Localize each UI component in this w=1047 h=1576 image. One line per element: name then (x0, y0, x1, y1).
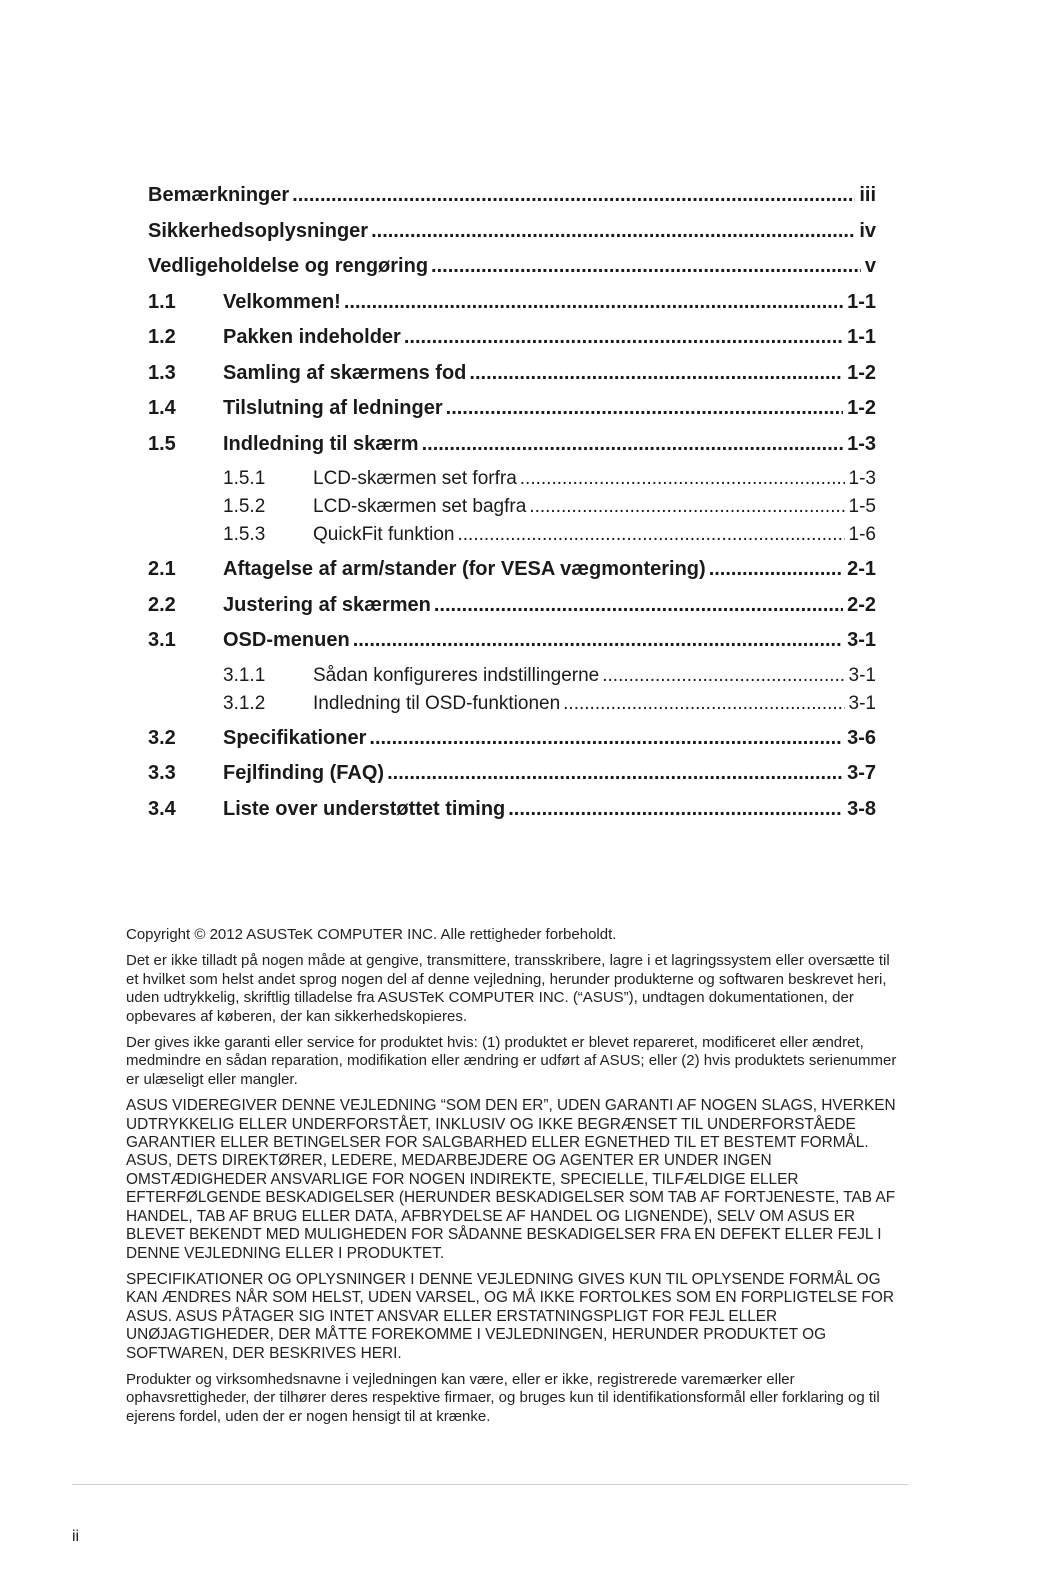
toc-subentry[interactable] (148, 693, 876, 721)
toc-entry-page: 1-2 (847, 361, 876, 384)
toc-entry-page: 1-3 (848, 468, 876, 489)
toc-leader-dots (371, 220, 855, 243)
toc-subentry[interactable] (148, 468, 876, 496)
toc-entry-title: Indledning til OSD-funktionen (313, 692, 561, 714)
toc-entry-page: 3-1 (848, 692, 876, 714)
page-number: ii (72, 1528, 80, 1545)
toc-entry-title: Velkommen! (223, 290, 341, 313)
toc-leader-dots (520, 468, 845, 490)
toc-entry-title: QuickFit funktion (313, 524, 455, 545)
toc-entry[interactable] (148, 798, 876, 834)
toc-entry-page: 3-1 (847, 629, 876, 651)
toc-entry-page: 3-1 (848, 664, 876, 686)
toc-entry-page: 3-8 (847, 797, 876, 820)
toc-entry-page: 2-2 (847, 593, 876, 616)
toc-entry[interactable] (148, 433, 876, 469)
toc-entry-number: 1.5 (148, 432, 176, 455)
toc-entry-number: 2.1 (148, 558, 176, 580)
toc-entry-page: v (864, 255, 876, 277)
legal-notice (126, 926, 898, 1434)
toc-entry-page: iv (859, 219, 876, 242)
toc-entry-page: 3-6 (847, 726, 876, 749)
toc-entry-title: Pakken indeholder (223, 326, 401, 348)
toc-leader-dots (709, 558, 843, 581)
toc-entry-number: 3.1.1 (223, 664, 266, 686)
disclaimer-paragraph: SPECIFIKATIONER OG OPLYSNINGER I DENNE VEJLEDNING GIVES KUN TIL OPLYSENDE FORMÅL OG KAN ÆNDRES NÅR SOM HELST, UDEN VARSEL, OG MÅ IKKE FORTOLKES SOM EN FORPLIGTELSE FOR ASUS. ASUS PÅTAGER SIG INTET ANSVAR ELLER ERSTATNINGSPLIGT FOR FEJL ELLER UNØJAGTIGHEDER, DER MÅTTE FOREKOMME I VEJLEDNINGEN, HERUNDER PRODUKTET OG SOFTWAREN, DER BESKRIVES HERI. (126, 1270, 894, 1362)
toc-leader-dots (458, 524, 845, 546)
toc-entry[interactable] (148, 727, 876, 763)
toc-leader-dots (602, 665, 844, 687)
toc-entry-title: Sådan konfigureres indstillingerne (313, 664, 600, 686)
toc-leader-dots (434, 594, 843, 617)
toc-entry-title: LCD-skærmen set bagfra (313, 496, 527, 517)
toc-entry-title: Fejlfinding (FAQ) (223, 762, 385, 784)
toc-leader-dots (369, 727, 843, 750)
toc-entry-page: 1-6 (848, 524, 876, 545)
toc-entry-number: 3.1.2 (223, 692, 266, 714)
toc-entry-title: Tilslutning af ledninger (223, 397, 443, 419)
toc-entry-title: OSD-menuen (223, 629, 350, 651)
toc-entry-title: Aftagelse af arm/stander (for VESA vægmontering) (223, 558, 706, 580)
trademark-paragraph: Produkter og virksomhedsnavne i vejledningen kan være, eller er ikke, registrerede varemærker eller ophavsrettigheder, der tilhører deres respektive firmaer, og bruges kun til identifikationsformål eller forklaring og til ejerens fordel, uden der er nogen hensigt til at krænke. (126, 1370, 880, 1425)
toc-leader-dots (387, 762, 843, 785)
footer-divider (72, 1484, 908, 1485)
table-of-contents (148, 184, 876, 833)
toc-leader-dots (431, 255, 861, 278)
toc-entry[interactable] (148, 594, 876, 630)
toc-entry-title: Vedligeholdelse og rengøring (148, 255, 429, 277)
toc-leader-dots (469, 362, 843, 385)
toc-leader-dots (422, 433, 844, 456)
toc-entry-number: 3.2 (148, 726, 176, 749)
toc-entry-page: 1-1 (847, 326, 876, 348)
toc-entry[interactable] (148, 220, 876, 256)
toc-leader-dots (404, 326, 843, 349)
toc-entry-number: 3.4 (148, 797, 176, 820)
toc-leader-dots (353, 629, 843, 652)
toc-entry-page: iii (859, 184, 876, 206)
toc-entry-number: 1.1 (148, 290, 176, 313)
toc-entry-title: Indledning til skærm (223, 432, 419, 455)
legal-paragraph: Det er ikke tilladt på nogen måde at gengive, transmittere, transskribere, lagre i et lagringssystem eller oversætte til et hvilket som helst andet sprog nogen del af denne vejledning, herunder produkterne og softwaren beskrevet heri, uden udtrykkelig, skriftlig tilladelse fra ASUSTeK COMPUTER INC. (“ASUS”), undtagen dokumentationen, der opbevares af køberen, der kan sikkerhedskopieres. (126, 952, 890, 1025)
toc-subentry[interactable] (148, 496, 876, 524)
toc-entry-number: 2.2 (148, 593, 176, 616)
toc-leader-dots (563, 693, 844, 715)
toc-entry[interactable] (148, 629, 876, 665)
legal-paragraph: Der gives ikke garanti eller service for produktet hvis: (1) produktet er blevet repareret, modificeret eller ændret, medmindre en sådan reparation, modifikation eller ændring er udført af ASUS; eller (2) hvis produktets serienummer er ulæseligt eller mangler. (126, 1034, 897, 1088)
toc-leader-dots (446, 397, 843, 420)
toc-leader-dots (529, 496, 844, 518)
toc-entry-title: LCD-skærmen set forfra (313, 468, 517, 489)
toc-entry-number: 1.5.1 (223, 468, 266, 489)
toc-entry-title: Liste over understøttet timing (223, 797, 506, 820)
toc-entry-page: 1-1 (847, 290, 876, 313)
toc-entry-title: Samling af skærmens fod (223, 361, 467, 384)
toc-entry-title: Justering af skærmen (223, 593, 431, 616)
toc-entry[interactable] (148, 326, 876, 362)
toc-leader-dots (292, 184, 855, 207)
copyright-line: Copyright © 2012 ASUSTeK COMPUTER INC. Alle rettigheder forbeholdt. (126, 926, 617, 943)
toc-entry-page: 1-5 (848, 496, 876, 517)
toc-entry-number: 1.5.3 (223, 524, 266, 545)
toc-entry-title: Sikkerhedsoplysninger (148, 219, 369, 242)
toc-entry[interactable] (148, 255, 876, 291)
toc-entry-page: 1-3 (847, 432, 876, 455)
toc-entry-number: 1.4 (148, 397, 176, 419)
toc-entry[interactable] (148, 362, 876, 398)
toc-subentry[interactable] (148, 665, 876, 693)
toc-subentry[interactable] (148, 524, 876, 552)
toc-entry-number: 3.1 (148, 629, 176, 651)
toc-entry-title: Specifikationer (223, 726, 367, 749)
toc-entry-number: 1.2 (148, 326, 176, 348)
toc-entry-number: 1.3 (148, 361, 176, 384)
toc-leader-dots (344, 291, 843, 314)
toc-entry-page: 2-1 (847, 558, 876, 580)
toc-entry[interactable] (148, 762, 876, 798)
toc-leader-dots (508, 798, 843, 821)
toc-entry-page: 1-2 (847, 397, 876, 419)
toc-entry[interactable] (148, 558, 876, 594)
toc-entry-page: 3-7 (847, 762, 876, 784)
toc-entry-number: 1.5.2 (223, 496, 266, 517)
toc-entry[interactable] (148, 291, 876, 327)
disclaimer-paragraph: ASUS VIDEREGIVER DENNE VEJLEDNING “SOM DEN ER”, UDEN GARANTI AF NOGEN SLAGS, HVERKEN UDTRYKKELIG ELLER UNDERFORSTÅET, INKLUSIV OG IKKE BEGRÆNSET TIL UNDERFORSTÅEDE GARANTIER ELLER BETINGELSER FOR SALGBARHED ELLER EGNETHED TIL ET BESTEMT FORMÅL. ASUS, DETS DIREKTØRER, LEDERE, MEDARBEJDERE OG AGENTER ER UNDER INGEN OMSTÆDIGHEDER ANSVARLIGE FOR NOGEN INDIREKTE, SPECIELLE, TILFÆLDIGE ELLER EFTERFØLGENDE BESKADIGELSER (HERUNDER BESKADIGELSER SOM TAB AF FORTJENESTE, TAB AF HANDEL, TAB AF BRUG ELLER DATA, AFBRYDELSE AF HANDEL OG LIGNENDE), SELV OM ASUS ER BLEVET BEKENDT MED MULIGHEDEN FOR SÅDANNE BESKADIGELSER FRA EN DEFEKT ELLER FEJL I DENNE VEJLEDNING ELLER I PRODUKTET. (126, 1097, 896, 1262)
toc-entry-number: 3.3 (148, 762, 176, 784)
toc-entry[interactable] (148, 397, 876, 433)
toc-entry-title: Bemærkninger (148, 184, 290, 206)
toc-entry[interactable] (148, 184, 876, 220)
